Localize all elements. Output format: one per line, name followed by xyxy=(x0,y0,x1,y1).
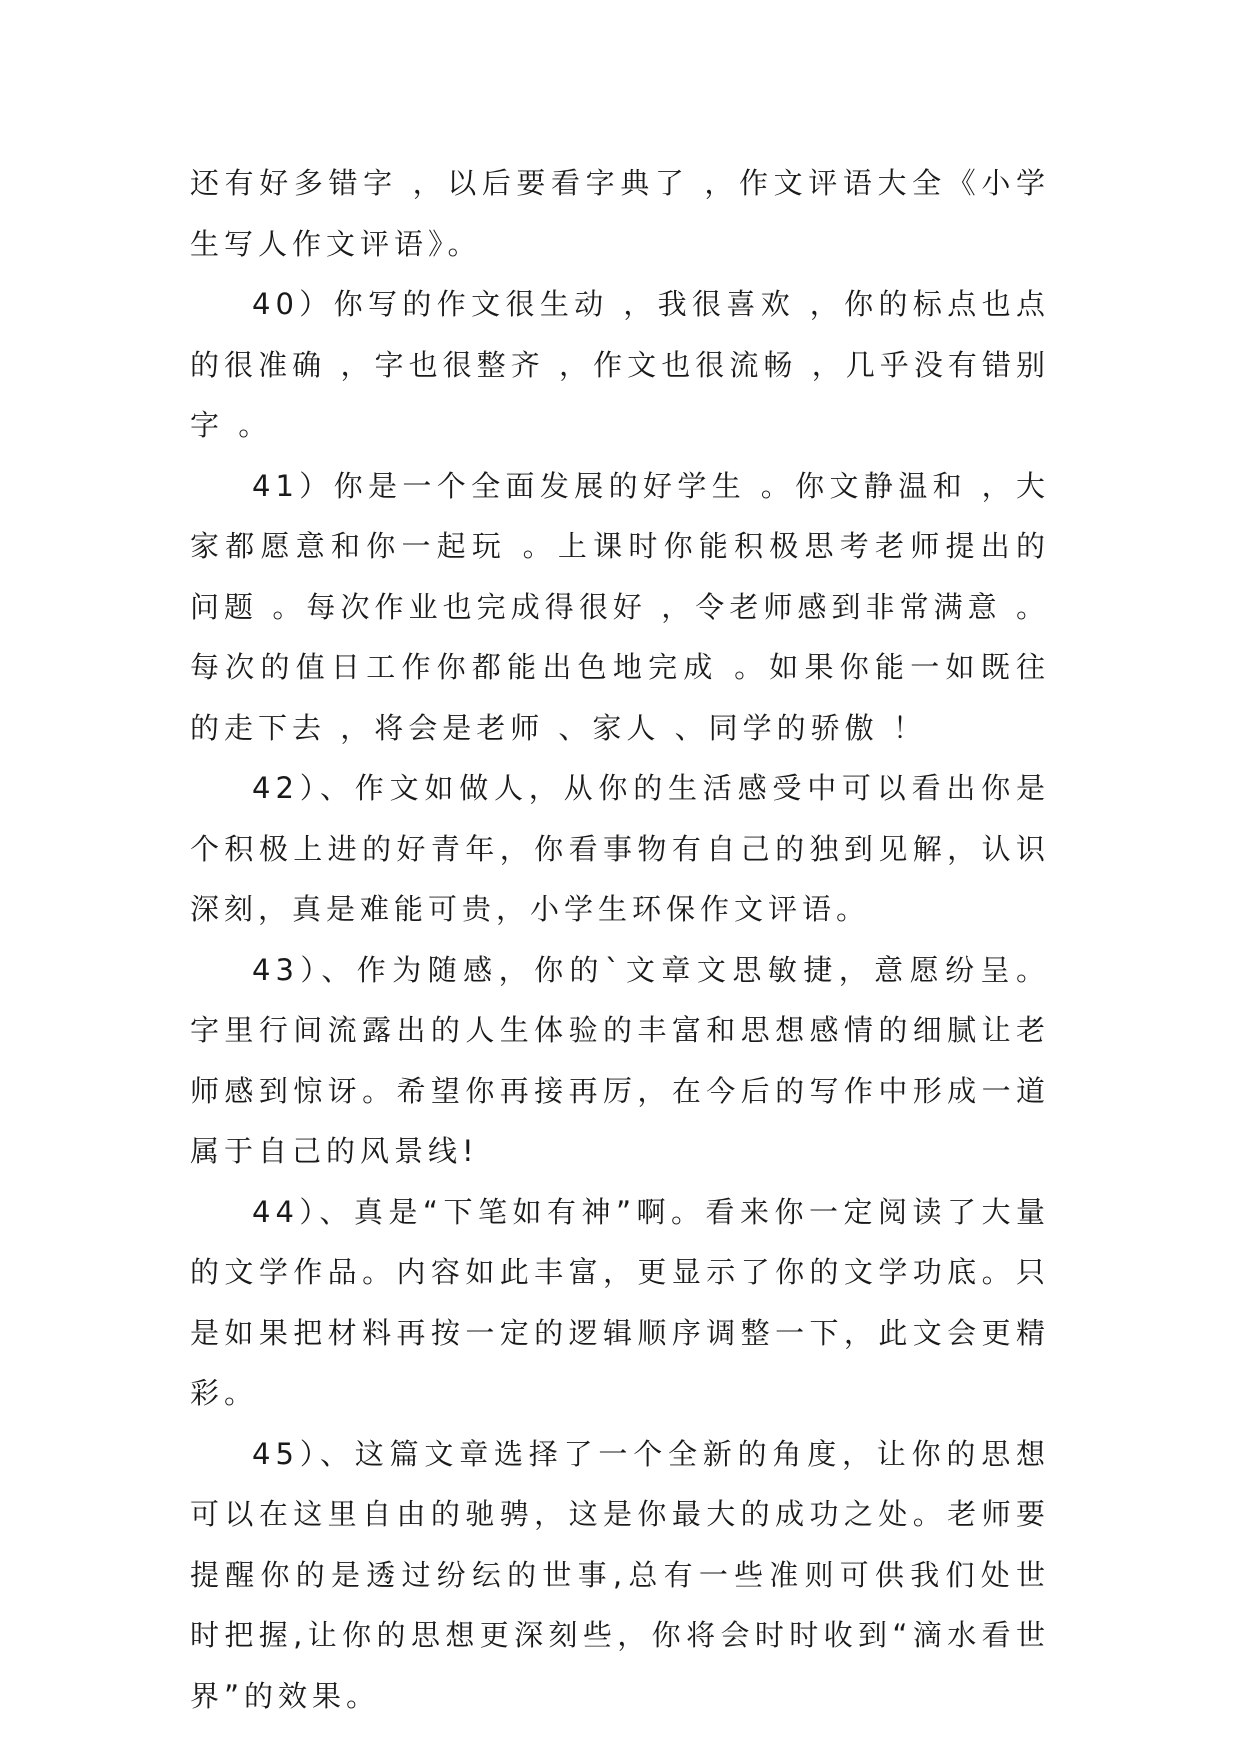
paragraph-comment-42: 42）、作文如做人，从你的生活感受中可以看出你是个积极上进的好青年，你看事物有自己的独到见解，认识深刻，真是难能可贵，小学生环保作文评语。 xyxy=(190,771,1050,926)
paragraph-continuation: 还有好多错字 ，以后要看字典了 ，作文评语大全《小学生写人作文评语》。 xyxy=(190,166,1050,261)
paragraph-comment-44: 44）、真是“下笔如有神”啊。看来你一定阅读了大量的文学作品。内容如此丰富，更显示了你的文学功底。只是如果把材料再按一定的逻辑顺序调整一下，此文会更精彩。 xyxy=(190,1194,1050,1410)
paragraph-comment-40: 40）你写的作文很生动 ，我很喜欢 ，你的标点也点的很准确 ，字也很整齐 ，作文也很流畅 ，几乎没有错别字 。 xyxy=(190,287,1050,442)
paragraph-comment-43: 43）、作为随感，你的`文章文思敏捷，意愿纷呈。字里行间流露出的人生体验的丰富和思想感情的细腻让老师感到惊讶。希望你再接再厉，在今后的写作中形成一道属于自己的风景线! xyxy=(190,952,1050,1168)
document-body xyxy=(190,153,1050,1726)
paragraph-comment-45: 45）、这篇文章选择了一个全新的角度，让你的思想可以在这里自由的驰骋，这是你最大的成功之处。老师要提醒你的是透过纷纭的世事,总有一些准则可供我们处世时把握,让你的思想更深刻些，你将会时时收到“滴水看世界”的效果。 xyxy=(190,1436,1050,1713)
paragraph-comment-41: 41）你是一个全面发展的好学生 。你文静温和 ，大家都愿意和你一起玩 。上课时你能积极思考老师提出的问题 。每次作业也完成得很好 ，令老师感到非常满意 。每次的值日工作你都能出色地完成 。如果你能一如既往的走下去 ，将会是老师 、家人 、同学的骄傲 ！ xyxy=(190,468,1050,745)
